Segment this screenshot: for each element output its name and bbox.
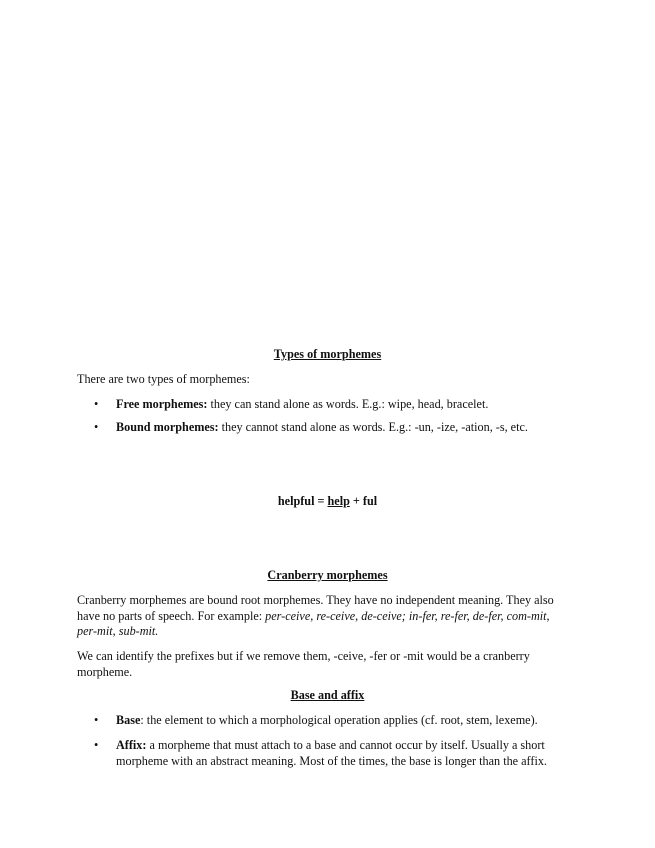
bullet-free-morphemes xyxy=(94,397,574,413)
bullet-term: Free morphemes: xyxy=(116,397,208,411)
bullet-term: Bound morphemes: xyxy=(116,420,219,434)
formula-right: + ful xyxy=(349,494,378,508)
types-heading: Types of morphemes xyxy=(273,347,382,361)
bullet-bound-morphemes xyxy=(94,420,574,436)
cranberry-paragraph-2: We can identify the prefixes but if we remove them, -ceive, -fer or -mit would be a cranberry morpheme. xyxy=(77,649,530,679)
cranberry-heading: Cranberry morphemes xyxy=(267,568,388,582)
bullet-marker: • xyxy=(94,397,99,411)
bullet-content xyxy=(116,738,574,769)
cranberry-examples: per-ceive, re-ceive, de-ceive; in-fer, re-fer, de-fer, com-mit, per-mit, sub-mit. xyxy=(77,608,550,638)
bullet-content xyxy=(116,713,574,729)
bullet-base xyxy=(94,713,574,729)
bullet-marker: • xyxy=(94,738,99,752)
bullet-marker: • xyxy=(94,420,99,434)
types-intro: There are two types of morphemes: xyxy=(77,372,250,386)
helpful-formula xyxy=(0,494,655,510)
cranberry-description: Cranberry morphemes are bound root morphemes. They have no independent meaning. They also have no parts of speech. For example: xyxy=(77,593,554,623)
base-affix-heading: Base and affix xyxy=(290,688,365,702)
bullet-description: they cannot stand alone as words. E.g.: -un, -ize, -ation, -s, etc. xyxy=(218,420,528,434)
bullet-content xyxy=(116,420,574,436)
bullet-term: Base xyxy=(116,713,141,727)
formula-root: help xyxy=(327,494,350,508)
cranberry-paragraph-1 xyxy=(77,593,571,640)
bullet-description: they can stand alone as words. E.g.: wipe, head, bracelet. xyxy=(207,397,489,411)
bullet-affix xyxy=(94,738,574,769)
bullet-marker: • xyxy=(94,713,99,727)
bullet-description: : the element to which a morphological operation applies (cf. root, stem, lexeme). xyxy=(140,713,538,727)
bullet-term: Affix: xyxy=(116,738,147,752)
bullet-content xyxy=(116,397,574,413)
formula-left: helpful = xyxy=(277,494,328,508)
bullet-description: a morpheme that must attach to a base and cannot occur by itself. Usually a short morpheme with an abstract meaning. Most of the times, the base is longer than the affix. xyxy=(116,738,547,768)
